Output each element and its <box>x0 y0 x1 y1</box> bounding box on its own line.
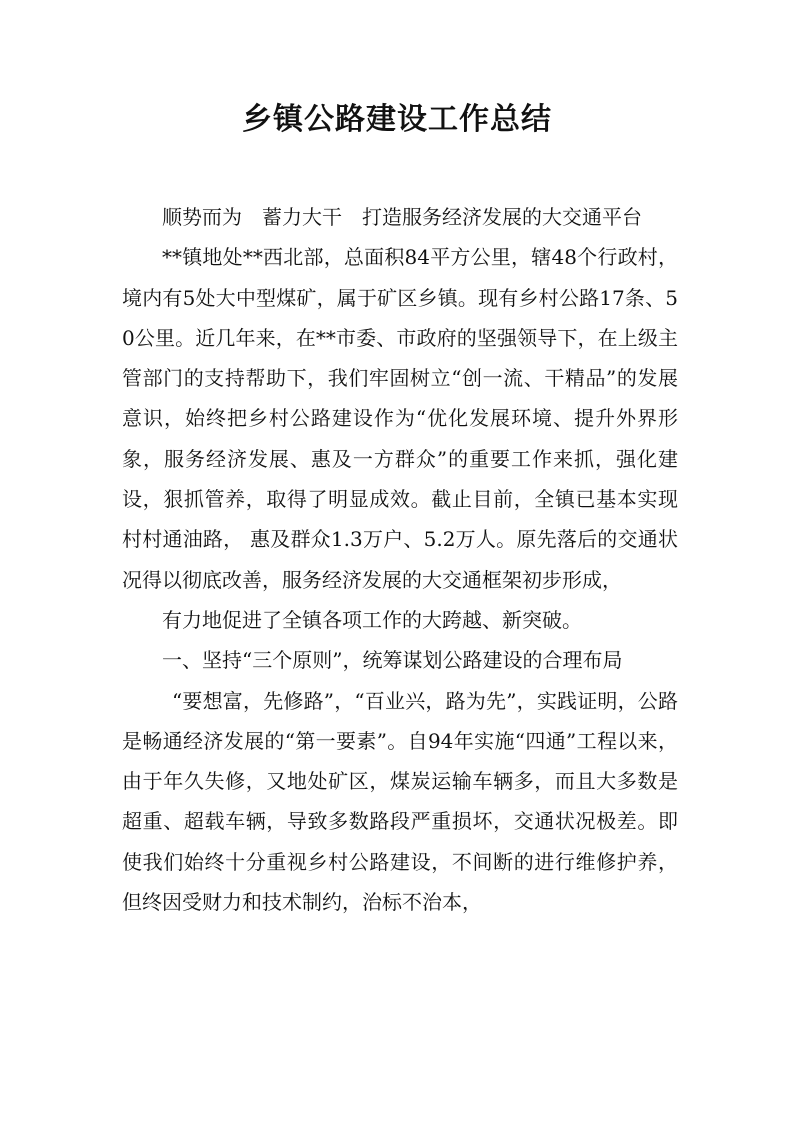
intro-paragraph: **镇地处**西北部，总面积84平方公里，辖48个行政村，境内有5处大中型煤矿，属于矿区乡镇。现有乡村公路17条、50公里。近几年来，在**市委、市政府的坚强领导下，在上级主管部门的支持帮助下，我们牢固树立“创一流、干精品”的发展意识，始终把乡村公路建设作为“优化发展环境、提升外界形象，服务经济发展、惠及一方群众”的重要工作来抓，强化建设，狠抓管养，取得了明显成效。截止目前，全镇已基本实现村村通油路， 惠及群众1.3万户、5.2万人。原先落后的交通状况得以彻底改善，服务经济发展的大交通框架初步形成， <box>122 245 678 592</box>
section-paragraph: “要想富，先修路”，“百业兴，路为先”，实践证明，公路是畅通经济发展的“第一要素”。自94年实施“四通”工程以来，由于年久失修，又地处矿区，煤炭运输车辆多，而且大多数是超重、超载车辆，导致多数路段严重损坏，交通状况极差。即使我们始终十分重视乡村公路建设，不间断的进行维修护养，但终因受财力和技术制约，治标不治本， <box>122 688 678 915</box>
document-title: 乡镇公路建设工作总结 <box>242 102 552 137</box>
intro-continuation-paragraph: 有力地促进了全镇各项工作的大跨越、新突破。 <box>162 607 582 632</box>
section-heading: 一、坚持“三个原则”，统筹谋划公路建设的合理布局 <box>162 648 623 673</box>
document-body <box>122 197 678 922</box>
subtitle-paragraph: 顺势而为 蓄力大干 打造服务经济发展的大交通平台 <box>162 205 642 229</box>
